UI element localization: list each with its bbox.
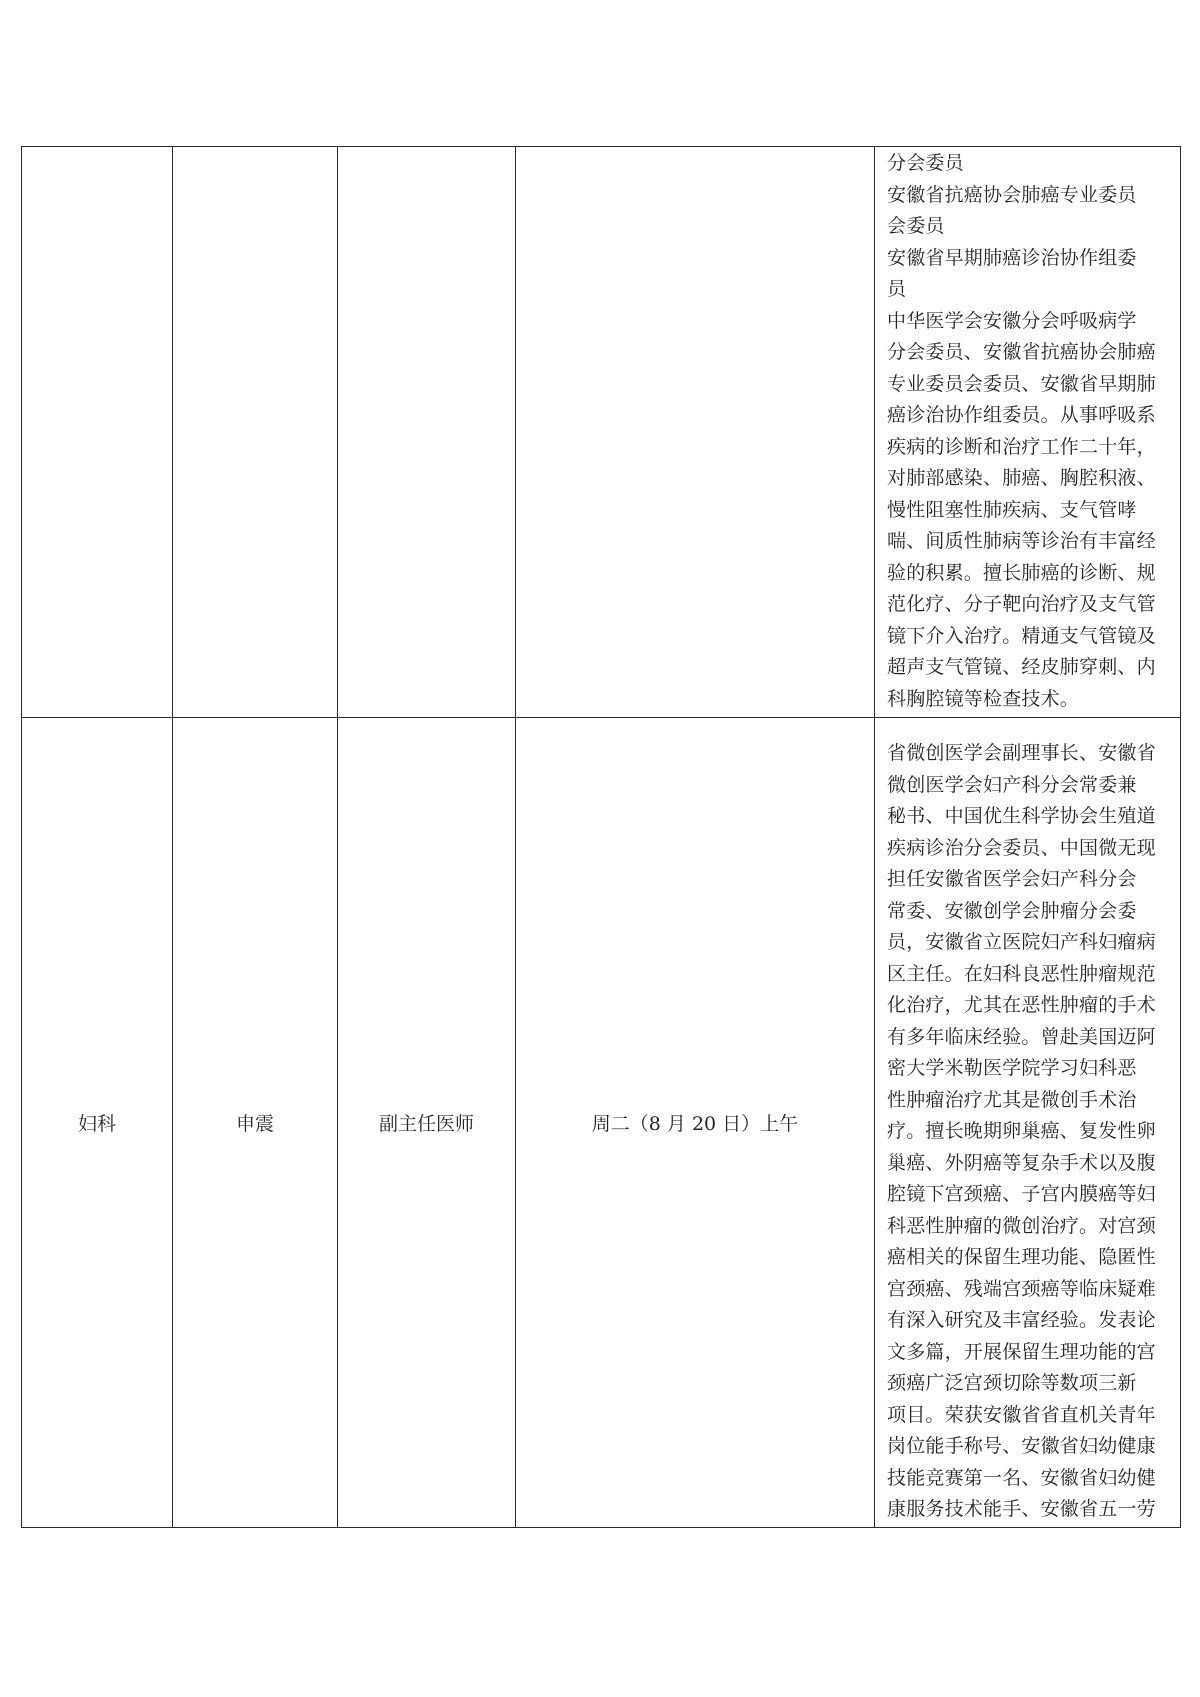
profile-line: 癌诊治协作组委员。从事呼吸系 bbox=[887, 404, 1156, 426]
profile-line: 安徽省早期肺癌诊治协作组委 bbox=[887, 246, 1137, 269]
profile-line: 疗。擅长晚期卵巢癌、复发性卵 bbox=[887, 1120, 1156, 1142]
profile-line: 员，安徽省立医院妇产科妇瘤病 bbox=[887, 931, 1156, 953]
doctor-cell bbox=[173, 718, 338, 1528]
profile-line: 癌相关的保留生理功能、隐匿性 bbox=[887, 1246, 1156, 1268]
doctor-cell bbox=[173, 147, 338, 718]
profile-line: 范化疗、分子靶向治疗及支气管 bbox=[887, 593, 1156, 615]
profile-line: 颈癌广泛宫颈切除等数项三新 bbox=[887, 1372, 1137, 1394]
profile-line: 有深入研究及丰富经验。发表论 bbox=[887, 1309, 1156, 1331]
profile-line: 巢癌、外阴癌等复杂手术以及腹 bbox=[887, 1151, 1156, 1174]
profile-line: 安徽省抗癌协会肺癌专业委员 bbox=[887, 183, 1137, 206]
schedule-cell bbox=[516, 147, 875, 718]
profile-line: 员 bbox=[887, 278, 907, 300]
profile-line: 分会委员 bbox=[887, 152, 964, 174]
profile-line: 有多年临床经验。曾赴美国迈阿 bbox=[887, 1025, 1156, 1048]
department-text: 妇科 bbox=[77, 1113, 116, 1135]
profile-line: 科恶性肿瘤的微创治疗。对宫颈 bbox=[887, 1214, 1156, 1237]
doctor-title-text: 副主任医师 bbox=[378, 1113, 474, 1135]
doctor-name-text: 申震 bbox=[235, 1113, 274, 1135]
profile-line: 分会委员、安徽省抗癌协会肺癌 bbox=[887, 341, 1156, 363]
profile-line: 科胸腔镜等检查技术。 bbox=[887, 687, 1080, 710]
profile-line: 性肿瘤治疗尤其是微创手术治 bbox=[887, 1088, 1137, 1111]
profile-cell bbox=[875, 718, 1181, 1528]
profile-line: 专业委员会委员、安徽省早期肺 bbox=[887, 372, 1156, 395]
profile-line: 常委、安徽创学会肿瘤分会委 bbox=[887, 899, 1137, 922]
profile-line: 秘书、中国优生科学协会生殖道 bbox=[887, 805, 1156, 827]
profile-line: 疾病诊治分会委员、中国微无现 bbox=[887, 836, 1156, 859]
profile-line: 宫颈癌、残端宫颈癌等临床疑难 bbox=[887, 1277, 1156, 1300]
profile-line: 区主任。在妇科良恶性肿瘤规范 bbox=[887, 962, 1156, 985]
schedule-cell bbox=[516, 718, 875, 1528]
profile-line: 项目。荣获安徽省省直机关青年 bbox=[887, 1403, 1156, 1426]
table-row bbox=[22, 718, 1181, 1528]
profile-line: 密大学米勒医学院学习妇科恶 bbox=[887, 1057, 1137, 1079]
title-cell bbox=[338, 147, 516, 718]
profile-line: 技能竞赛第一名、安徽省妇幼健 bbox=[887, 1466, 1156, 1489]
department-cell bbox=[22, 147, 173, 718]
profile-line: 验的积累。擅长肺癌的诊断、规 bbox=[887, 561, 1156, 584]
profile-line: 疾病的诊断和治疗工作二十年， bbox=[887, 435, 1156, 458]
profile-line: 对肺部感染、肺癌、胸腔积液、 bbox=[887, 467, 1156, 489]
profile-line: 中华医学会安徽分会呼吸病学 bbox=[887, 309, 1137, 332]
profile-line: 会委员 bbox=[887, 215, 945, 237]
department-cell bbox=[22, 718, 173, 1528]
profile-line: 化治疗，尤其在恶性肿瘤的手术 bbox=[887, 994, 1156, 1016]
profile-line: 文多篇，开展保留生理功能的宫 bbox=[887, 1340, 1156, 1363]
profile-line: 超声支气管镜、经皮肺穿刺、内 bbox=[887, 656, 1156, 678]
doctor-schedule-table bbox=[21, 146, 1181, 1528]
profile-line: 岗位能手称号、安徽省妇幼健康 bbox=[887, 1435, 1156, 1457]
profile-line: 慢性阻塞性肺疾病、支气管哮 bbox=[887, 498, 1137, 521]
schedule-text: 周二（8 月 20 日）上午 bbox=[591, 1113, 799, 1135]
profile-line: 省微创医学会副理事长、安徽省 bbox=[887, 742, 1156, 764]
profile-line: 镜下介入治疗。精通支气管镜及 bbox=[887, 624, 1156, 647]
profile-line: 康服务技术能手、安徽省五一劳 bbox=[887, 1498, 1156, 1520]
profile-line: 微创医学会妇产科分会常委兼 bbox=[887, 773, 1137, 796]
profile-line: 腔镜下宫颈癌、子宫内膜癌等妇 bbox=[887, 1183, 1156, 1205]
table-row bbox=[22, 147, 1181, 718]
profile-cell bbox=[875, 147, 1181, 718]
profile-line: 喘、间质性肺病等诊治有丰富经 bbox=[887, 530, 1156, 552]
title-cell bbox=[338, 718, 516, 1528]
profile-line: 担任安徽省医学会妇产科分会 bbox=[887, 868, 1137, 890]
